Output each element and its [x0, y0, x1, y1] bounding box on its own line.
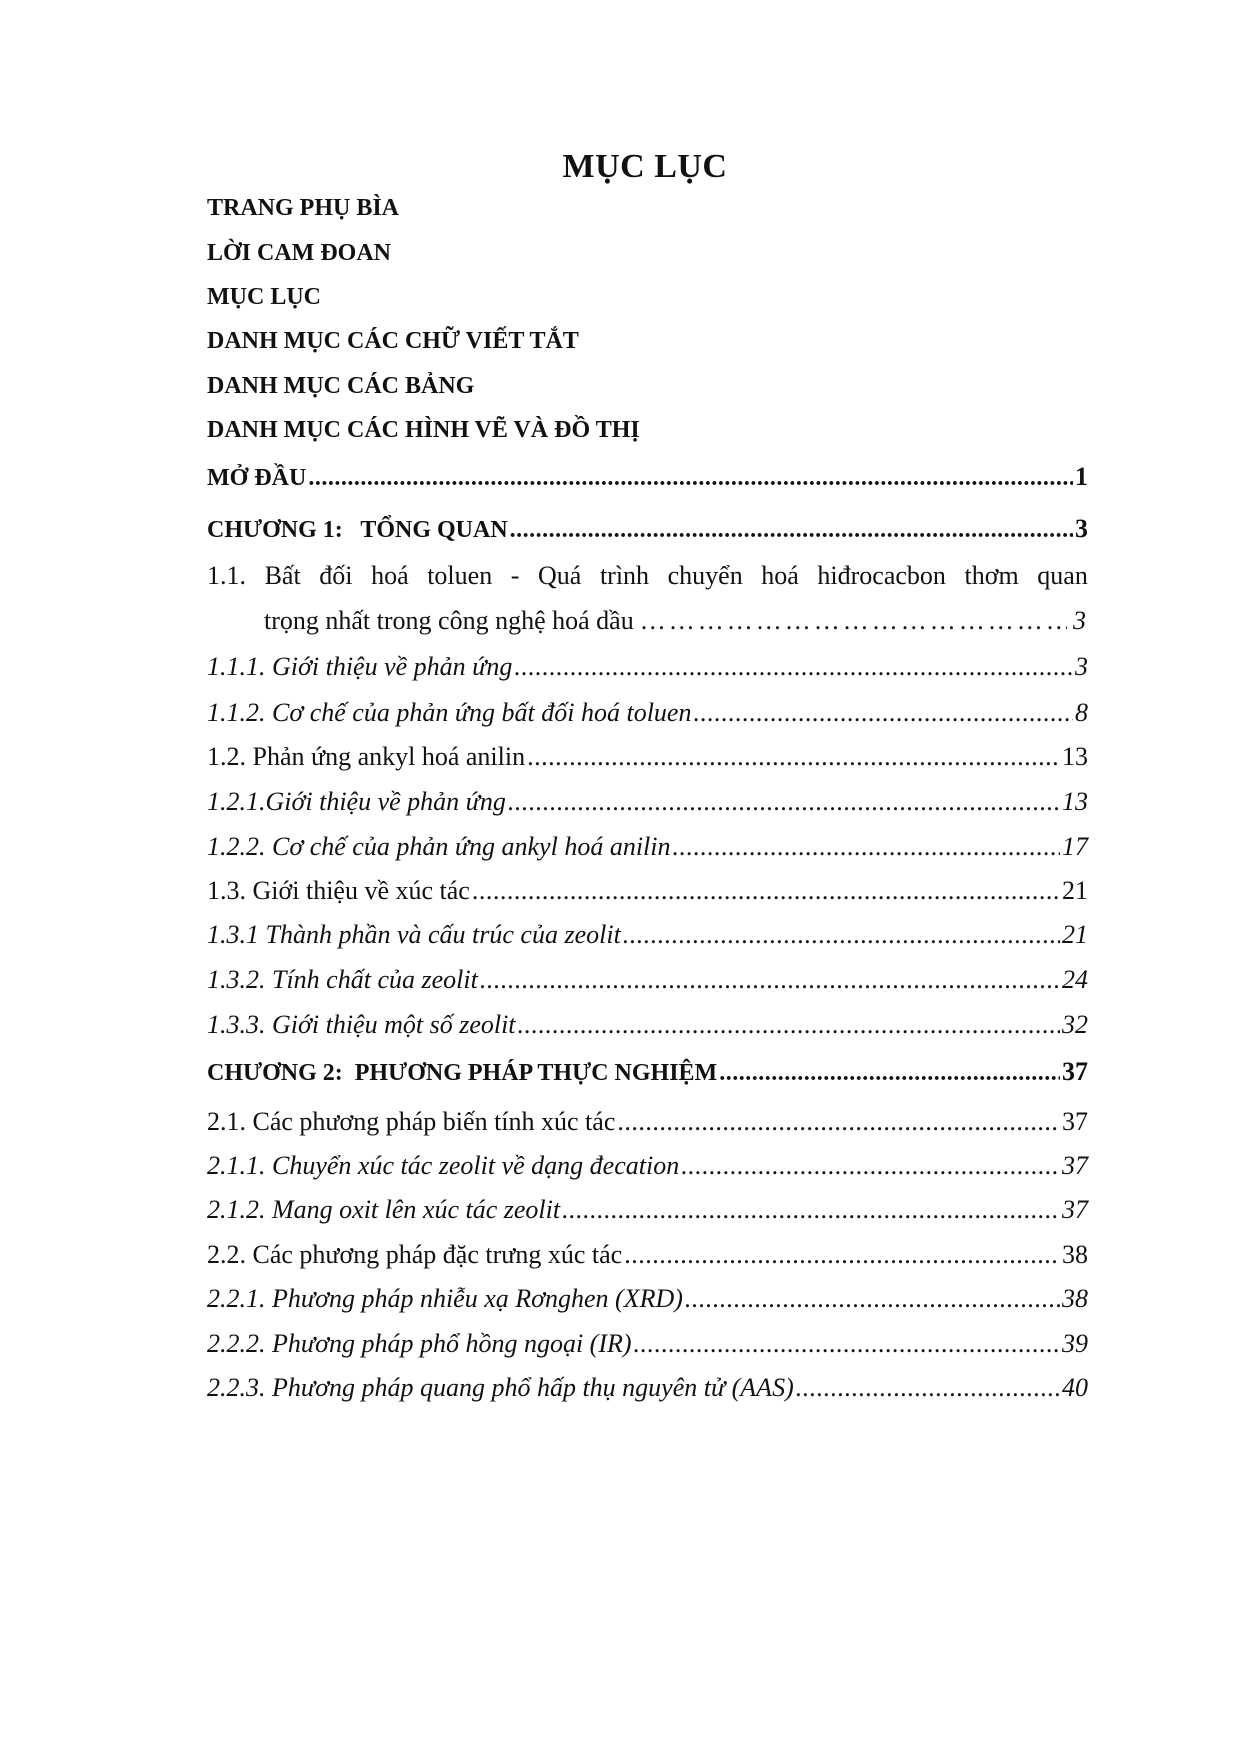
toc-entry-introduction: [207, 461, 1088, 494]
leader-dots: [640, 605, 1067, 637]
toc-label: DANH MỤC CÁC BẢNG: [207, 373, 475, 399]
toc-label: CHƯƠNG 2: PHƯƠNG PHÁP THỰC NGHIỆM: [207, 1060, 718, 1086]
toc-page-number: 24: [1062, 965, 1088, 994]
toc-page-number: 3: [1075, 514, 1088, 543]
leader-dots: [634, 1328, 1060, 1360]
toc-page-number: 37: [1062, 1057, 1088, 1086]
leader-dots: [623, 919, 1060, 951]
toc-entry-chapter-2: [207, 1056, 1088, 1089]
toc-declaration: [207, 237, 1088, 269]
toc-label: 1.2.1.Giới thiệu về phản ứng: [207, 787, 506, 816]
toc-label: DANH MỤC CÁC HÌNH VẼ VÀ ĐỒ THỊ: [207, 417, 640, 443]
leader-dots: [308, 462, 1073, 494]
leader-dots: [693, 697, 1073, 729]
toc-word: chuyển: [667, 561, 743, 590]
toc-label: 2.1. Các phương pháp biến tính xúc tác: [207, 1107, 616, 1136]
leader-dots: [624, 1239, 1060, 1271]
toc-label: trọng nhất trong công nghệ hoá dầu: [264, 606, 634, 635]
leader-dots: [617, 1106, 1060, 1138]
toc-entry-1-1-1: [207, 651, 1088, 683]
leader-dots: [673, 831, 1061, 863]
toc-word: trình: [599, 561, 650, 590]
toc-page-number: 21: [1062, 920, 1088, 949]
toc-list-of-tables: [207, 370, 1088, 402]
toc-page-number: 17: [1062, 832, 1088, 861]
toc-page-number: 37: [1062, 1107, 1088, 1136]
toc-page-number: 40: [1062, 1373, 1088, 1402]
toc-label: 2.1.2. Mang oxit lên xúc tác zeolit: [207, 1195, 561, 1224]
toc-entry-1-1-2: [207, 697, 1088, 729]
toc-entry-1-3-2: [207, 964, 1088, 996]
toc-word: Bất: [264, 561, 301, 590]
toc-entry-2-1: [207, 1106, 1088, 1138]
toc-entry-1-1-line2: [264, 605, 1088, 637]
toc-entry-2-1-2: [207, 1194, 1088, 1226]
toc-entry-2-2-2: [207, 1328, 1088, 1360]
leader-dots: [518, 1009, 1060, 1041]
toc-entry-chapter-1: [207, 513, 1088, 546]
toc-front-cover: [207, 192, 1088, 224]
toc-label: 2.2.3. Phương pháp quang phổ hấp thụ nguyên tử (AAS): [207, 1373, 794, 1402]
toc-word: toluen: [427, 561, 493, 590]
toc-entry-1-2-2: [207, 831, 1088, 863]
toc-label: 2.2. Các phương pháp đặc trưng xúc tác: [207, 1240, 623, 1269]
toc-label: TRANG PHỤ BÌA: [207, 195, 400, 221]
toc-page-number: 8: [1075, 698, 1088, 727]
toc-label: CHƯƠNG 1: TỔNG QUAN: [207, 517, 508, 543]
toc-entry-1-2-1: [207, 786, 1088, 818]
toc-word: -: [510, 561, 520, 590]
toc-word: quan: [1037, 561, 1088, 590]
toc-label: 1.3. Giới thiệu về xúc tác: [207, 876, 470, 905]
leader-dots: [719, 1057, 1060, 1089]
toc-label: 1.3.1 Thành phần và cấu trúc của zeolit: [207, 920, 621, 949]
toc-page-number: 13: [1062, 742, 1088, 771]
toc-entry-2-2-3: [207, 1372, 1088, 1404]
toc-list-of-figures: [207, 414, 1088, 446]
leader-dots: [510, 514, 1073, 546]
leader-dots: [480, 964, 1060, 996]
toc-entry-2-2: [207, 1239, 1088, 1271]
toc-label: 2.1.1. Chuyển xúc tác zeolit về dạng đecation: [207, 1151, 680, 1180]
leader-dots: [514, 651, 1073, 683]
leader-dots: [472, 875, 1060, 907]
toc-entry-1-1-line1: [207, 560, 1088, 592]
toc-label: MỤC LỤC: [207, 284, 321, 310]
toc-label: 1.1.1. Giới thiệu về phản ứng: [207, 652, 513, 681]
leader-dots: [562, 1194, 1060, 1226]
toc-label: DANH MỤC CÁC CHỮ VIẾT TẮT: [207, 328, 579, 354]
toc-page-number: 3: [1073, 606, 1086, 635]
toc-word: hoá: [371, 561, 409, 590]
toc-label: 1.3.3. Giới thiệu một số zeolit: [207, 1010, 516, 1039]
toc-page-number: 13: [1062, 787, 1088, 816]
toc-page-number: 21: [1062, 876, 1088, 905]
toc-entry-2-1-1: [207, 1150, 1088, 1182]
toc-contents: [207, 281, 1088, 313]
toc-page-number: 37: [1062, 1195, 1088, 1224]
toc-entry-1-3-3: [207, 1009, 1088, 1041]
toc-entry-2-2-1: [207, 1283, 1088, 1315]
toc-label: LỜI CAM ĐOAN: [207, 240, 391, 266]
toc-entry-1-2: [207, 741, 1088, 773]
toc-label: 1.2.2. Cơ chế của phản ứng ankyl hoá anilin: [207, 832, 671, 861]
toc-label: 1.1.2. Cơ chế của phản ứng bất đối hoá toluen: [207, 698, 692, 727]
toc-page-number: 37: [1062, 1151, 1088, 1180]
toc-page-number: 32: [1062, 1010, 1088, 1039]
leader-dots: [685, 1283, 1060, 1315]
toc-page-number: 39: [1062, 1329, 1088, 1358]
toc-abbreviations: [207, 325, 1088, 357]
toc-entry-1-3: [207, 875, 1088, 907]
toc-page-number: 1: [1075, 462, 1088, 491]
page-title: MỤC LỤC: [562, 148, 728, 185]
toc-word: hoá: [761, 561, 799, 590]
leader-dots: [681, 1150, 1060, 1182]
toc-label: MỞ ĐẦU: [207, 465, 307, 491]
toc-label: 2.2.1. Phương pháp nhiễu xạ Rơnghen (XRD): [207, 1284, 683, 1313]
leader-dots: [527, 741, 1060, 773]
leader-dots: [508, 786, 1060, 818]
toc-page-number: 38: [1062, 1240, 1088, 1269]
toc-label: 2.2.2. Phương pháp phổ hồng ngoại (IR): [207, 1329, 632, 1358]
toc-page-number: 3: [1075, 652, 1088, 681]
leader-dots: [796, 1372, 1060, 1404]
toc-entry-1-3-1: [207, 919, 1088, 951]
toc-label: 1.2. Phản ứng ankyl hoá anilin: [207, 742, 526, 771]
toc-word: 1.1.: [207, 561, 246, 590]
toc-word: thơm: [964, 561, 1019, 590]
toc-word: đối: [319, 561, 353, 590]
toc-page-number: 38: [1062, 1284, 1088, 1313]
toc-word: hiđrocacbon: [817, 561, 946, 590]
toc-label: 1.3.2. Tính chất của zeolit: [207, 965, 478, 994]
toc-word: Quá: [538, 561, 582, 590]
